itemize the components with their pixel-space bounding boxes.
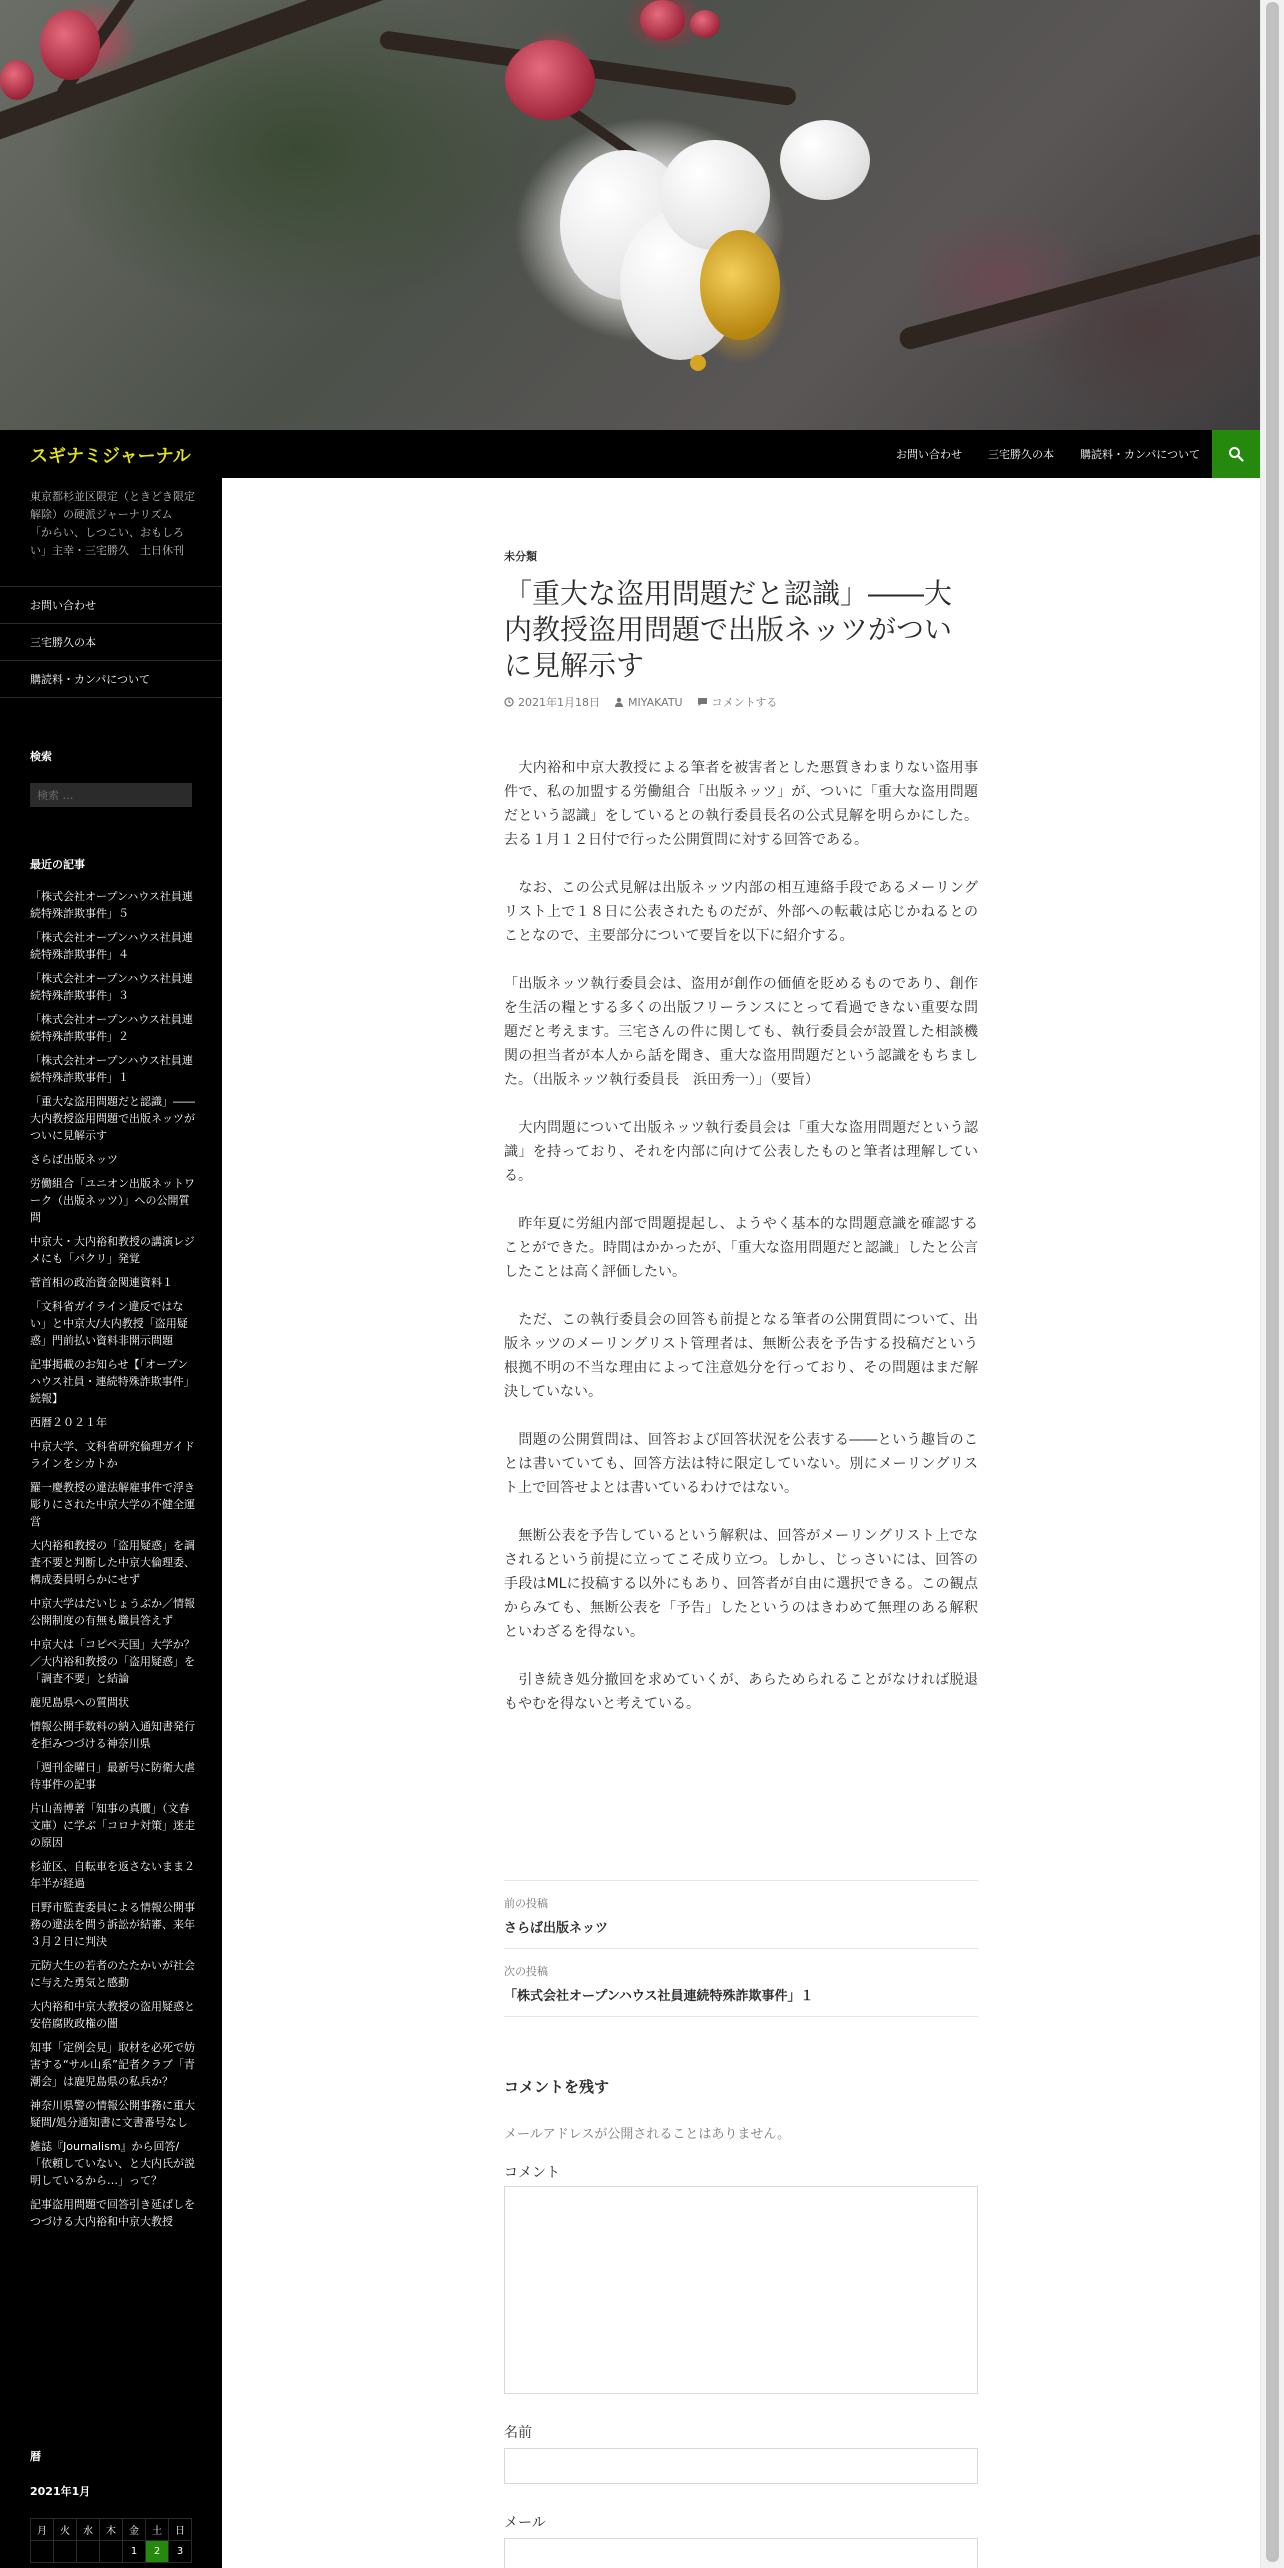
- sidebar-search-input[interactable]: [30, 783, 192, 807]
- post-navigation: [504, 1880, 978, 2017]
- recent-post-link[interactable]: さらば出版ネッツ: [30, 1153, 118, 1166]
- scrollbar-thumb[interactable]: [1266, 2, 1279, 2562]
- sidebar-item-contact[interactable]: お問い合わせ: [0, 587, 222, 624]
- recent-post-link[interactable]: 「重大な盗用問題だと認識」――大内教授盗用問題で出版ネッツがついに見解示す: [30, 1095, 195, 1142]
- recent-post-link[interactable]: 杉並区、自転車を返さないまま２年半が経過: [30, 1860, 195, 1890]
- post-paragraph: なお、この公式見解は出版ネッツ内部の相互連絡手段であるメーリングリスト上で１８日に公表されたものだが、外部への転載は応じかねるとのことなので、主要部分について要旨を以下に紹介する。: [504, 880, 978, 944]
- calendar-row: [31, 2541, 192, 2563]
- header-image[interactable]: [0, 0, 1260, 430]
- recent-post-link[interactable]: 知事「定例会見」取材を必死で妨害する“サル山系”記者クラブ「青潮会」は鹿児島県の私兵か？: [30, 2041, 195, 2088]
- recent-post-link[interactable]: 記事盗用問題で回答引き延ばしをつづける大内裕和中京大教授: [30, 2198, 195, 2228]
- comment-textarea[interactable]: [504, 2186, 978, 2394]
- post-paragraph: 大内問題について出版ネッツ執行委員会は「重大な盗用問題だという認識」を持っており、それを内部に向けて公表したものと筆者は理解している。: [504, 1120, 978, 1184]
- sidebar: [0, 478, 222, 2568]
- calendar-month: 2021年1月: [30, 2485, 91, 2498]
- recent-posts-list: [30, 888, 195, 2237]
- recent-post-link[interactable]: 「株式会社オープンハウス社員連続特殊詐欺事件」２: [30, 1013, 193, 1043]
- post-body: [504, 756, 978, 1716]
- post-paragraph: 大内裕和中京大教授による筆者を被害者とした悪質きわまりない盗用事件で、私の加盟する労働組合「出版ネッツ」が、ついに「重大な盗用問題だという認識」をしているとの執行委員長名の公式見解を明らかにした。去る１月１２日付で行った公開質問に対する回答である。: [504, 760, 978, 848]
- recent-post-link[interactable]: 元防大生の若者のたたかいが社会に与えた勇気と感動: [30, 1959, 195, 1989]
- comment-bubble-icon: [697, 697, 708, 707]
- search-icon: [1228, 446, 1244, 462]
- calendar-day[interactable]: 3: [169, 2541, 192, 2563]
- calendar-day[interactable]: 1: [123, 2541, 146, 2563]
- calendar-weekday: 火: [54, 2519, 77, 2541]
- recent-post-link[interactable]: 雑誌『Journalism』から回答/「依頼していない、と大内氏が説明しているから…」って？: [30, 2140, 195, 2187]
- previous-post-title: さらば出版ネッツ: [504, 1921, 609, 1936]
- calendar-header-row: [31, 2519, 192, 2541]
- next-post-link[interactable]: [504, 1948, 978, 2017]
- nav-item-contact[interactable]: お問い合わせ: [895, 448, 962, 461]
- name-input[interactable]: [504, 2448, 978, 2484]
- recent-post-link[interactable]: 情報公開手数料の納入通知書発行を拒みつづける神奈川県: [30, 1720, 195, 1750]
- recent-posts-title: 最近の記事: [30, 858, 85, 871]
- post-article: [504, 548, 978, 1740]
- recent-post-link[interactable]: 西暦２０２１年: [30, 1416, 107, 1429]
- calendar-weekday: 日: [169, 2519, 192, 2541]
- reply-title: コメントを残す: [504, 2078, 610, 2096]
- comment-label: コメント: [504, 2165, 560, 2181]
- post-paragraph: 引き続き処分撤回を求めていくが、あらためられることがなければ脱退もやむを得ないと考えている。: [504, 1672, 978, 1712]
- recent-post-link[interactable]: 日野市監査委員による情報公開事務の違法を問う訴訟が結審、来年３月２日に判決: [30, 1901, 195, 1948]
- recent-post-link[interactable]: 神奈川県警の情報公開事務に重大疑問/処分通知書に文書番号なし: [30, 2099, 195, 2129]
- recent-post-link[interactable]: 「週刊金曜日」最新号に防衛大虐待事件の記事: [30, 1761, 195, 1791]
- comment-notes: メールアドレスが公開されることはありません。: [504, 2127, 791, 2142]
- calendar-weekday: 木: [100, 2519, 123, 2541]
- post-category[interactable]: 未分類: [504, 550, 537, 563]
- post-date: 2021年1月18日: [518, 696, 600, 709]
- post-author: MIYAKATU: [628, 695, 683, 709]
- email-label: メール: [504, 2515, 546, 2531]
- recent-post-link[interactable]: 中京大は「コピペ天国」大学か？／大内裕和教授の「盗用疑惑」を「調査不要」と結論: [30, 1638, 195, 1685]
- calendar-day[interactable]: 2: [146, 2541, 169, 2563]
- calendar-weekday: 月: [31, 2519, 54, 2541]
- nav-item-books[interactable]: 三宅勝久の本: [987, 448, 1054, 461]
- recent-post-link[interactable]: 片山善博著「知事の真贋」（文春文庫）に学ぶ「コロナ対策」迷走の原因: [30, 1802, 195, 1849]
- site-title[interactable]: スギナミジャーナル: [30, 446, 191, 466]
- comment-link-label: コメントする: [711, 696, 778, 709]
- nav-item-subscription[interactable]: 購読料・カンパについて: [1079, 448, 1200, 461]
- recent-post-link[interactable]: 「株式会社オープンハウス社員連続特殊詐欺事件」４: [30, 931, 193, 961]
- site-header: [0, 430, 1260, 478]
- next-post-label: 次の投稿: [504, 1965, 548, 1978]
- comment-form: [504, 2076, 978, 2568]
- previous-post-link[interactable]: [504, 1880, 978, 1948]
- recent-post-link[interactable]: 「株式会社オープンハウス社員連続特殊詐欺事件」１: [30, 1054, 193, 1084]
- post-title: 「重大な盗用問題だと認識」――大内教授盗用問題で出版ネッツがついに見解示す: [504, 577, 953, 682]
- post-paragraph: 無断公表を予告しているという解釈は、回答がメーリングリスト上でなされるという前提に立ってこそ成り立つ。しかし、じっさいには、回答の手段はMLに投稿する以外にもあり、回答者が自由に選択できる。この観点からみても、無断公表を「予告」したというのはきわめて無理のある解釈といわざるを得ない。: [504, 1528, 978, 1640]
- post-paragraph: 昨年夏に労組内部で問題提起し、ようやく基本的な問題意識を確認することができた。時間はかかったが、「重大な盗用問題だと認識」したと公言したことは高く評価したい。: [504, 1216, 978, 1280]
- search-toggle-button[interactable]: [1212, 430, 1260, 478]
- post-date-link[interactable]: [504, 694, 600, 710]
- recent-post-link[interactable]: 鹿児島県への質問状: [30, 1696, 129, 1709]
- sidebar-item-books[interactable]: 三宅勝久の本: [0, 624, 222, 661]
- recent-post-link[interactable]: 菅首相の政治資金関連資料１: [30, 1276, 173, 1289]
- recent-post-link[interactable]: 大内裕和教授の「盗用疑惑」を調査不要と判断した中京大倫理委、構成委員明らかにせず: [30, 1539, 195, 1586]
- recent-post-link[interactable]: 「株式会社オープンハウス社員連続特殊詐欺事件」５: [30, 890, 193, 920]
- site-description: 東京都杉並区限定（ときどき限定解除）の硬派ジャーナリズム 「からい、しつこい、おもしろい」主幸・三宅勝久 土日休刊: [30, 490, 195, 557]
- main-content: [222, 478, 1260, 2568]
- post-author-link[interactable]: [614, 696, 683, 709]
- calendar-weekday: 水: [77, 2519, 100, 2541]
- recent-post-link[interactable]: 羅一慶教授の違法解雇事件で浮き彫りにされた中京大学の不健全運営: [30, 1481, 195, 1528]
- clock-icon: [504, 697, 514, 707]
- email-input[interactable]: [504, 2538, 978, 2568]
- recent-post-link[interactable]: 労働組合「ユニオン出版ネットワーク（出版ネッツ）」への公開質問: [30, 1177, 195, 1224]
- calendar-widget-title: 暦: [30, 2450, 41, 2463]
- primary-nav: [870, 430, 1200, 478]
- calendar-day: [100, 2541, 123, 2563]
- recent-post-link[interactable]: 中京大・大内裕和教授の講演レジメにも「パクリ」発覚: [30, 1235, 195, 1265]
- sidebar-menu: [0, 586, 222, 698]
- person-icon: [614, 697, 624, 707]
- recent-post-link[interactable]: 「株式会社オープンハウス社員連続特殊詐欺事件」３: [30, 972, 193, 1002]
- calendar-day: [31, 2541, 54, 2563]
- recent-post-link[interactable]: 大内裕和中京大教授の盗用疑惑と安倍腐敗政権の闇: [30, 2000, 195, 2030]
- post-paragraph: 「出版ネッツ執行委員会は、盗用が創作の価値を貶めるものであり、創作を生活の糧とする多くの出版フリーランスにとって看過できない重要な問題だと考えます。三宅さんの件に関しても、執行委員会が設置した相談機関の担当者が本人から話を聞き、重大な盗用問題だという認識をもちました。（出版ネッツ執行委員長 浜田秀一）」（要旨）: [504, 976, 978, 1088]
- sidebar-item-subscription[interactable]: 購読料・カンパについて: [0, 661, 222, 698]
- recent-post-link[interactable]: 「文科省ガイライン違反ではない」と中京大/大内教授「盗用疑惑」門前払い資料非開示問題: [30, 1300, 188, 1347]
- previous-post-label: 前の投稿: [504, 1897, 548, 1910]
- post-paragraph: ただ、この執行委員会の回答も前提となる筆者の公開質問について、出版ネッツのメーリングリスト管理者は、無断公表を予告する投稿だという根拠不明の不当な理由によって注意処分を行っており、その問題はまだ解決していない。: [504, 1312, 978, 1400]
- scrollbar[interactable]: [1260, 0, 1284, 2568]
- search-widget-title: 検索: [30, 750, 52, 763]
- post-paragraph: 問題の公開質問は、回答および回答状況を公表する――という趣旨のことは書いていても、回答方法は特に限定していない。別にメーリングリスト上で回答せよとは書いているわけではない。: [504, 1432, 978, 1496]
- post-meta: [504, 694, 978, 710]
- comment-link[interactable]: [697, 694, 778, 710]
- name-label: 名前: [504, 2425, 532, 2441]
- recent-post-link[interactable]: 中京大学、文科省研究倫理ガイドラインをシカトか: [30, 1440, 195, 1470]
- recent-post-link[interactable]: 中京大学はだいじょうぶか／情報公開制度の有無も職員答えず: [30, 1597, 195, 1627]
- calendar-weekday: 金: [123, 2519, 146, 2541]
- calendar-day: [54, 2541, 77, 2563]
- calendar-day: [77, 2541, 100, 2563]
- next-post-title: 「株式会社オープンハウス社員連続特殊詐欺事件」１: [504, 1989, 814, 2004]
- calendar-weekday: 土: [146, 2519, 169, 2541]
- calendar-table: [30, 2518, 192, 2563]
- recent-post-link[interactable]: 記事掲載のお知らせ【「オープンハウス社員・連続特殊詐欺事件」続報】: [30, 1358, 195, 1405]
